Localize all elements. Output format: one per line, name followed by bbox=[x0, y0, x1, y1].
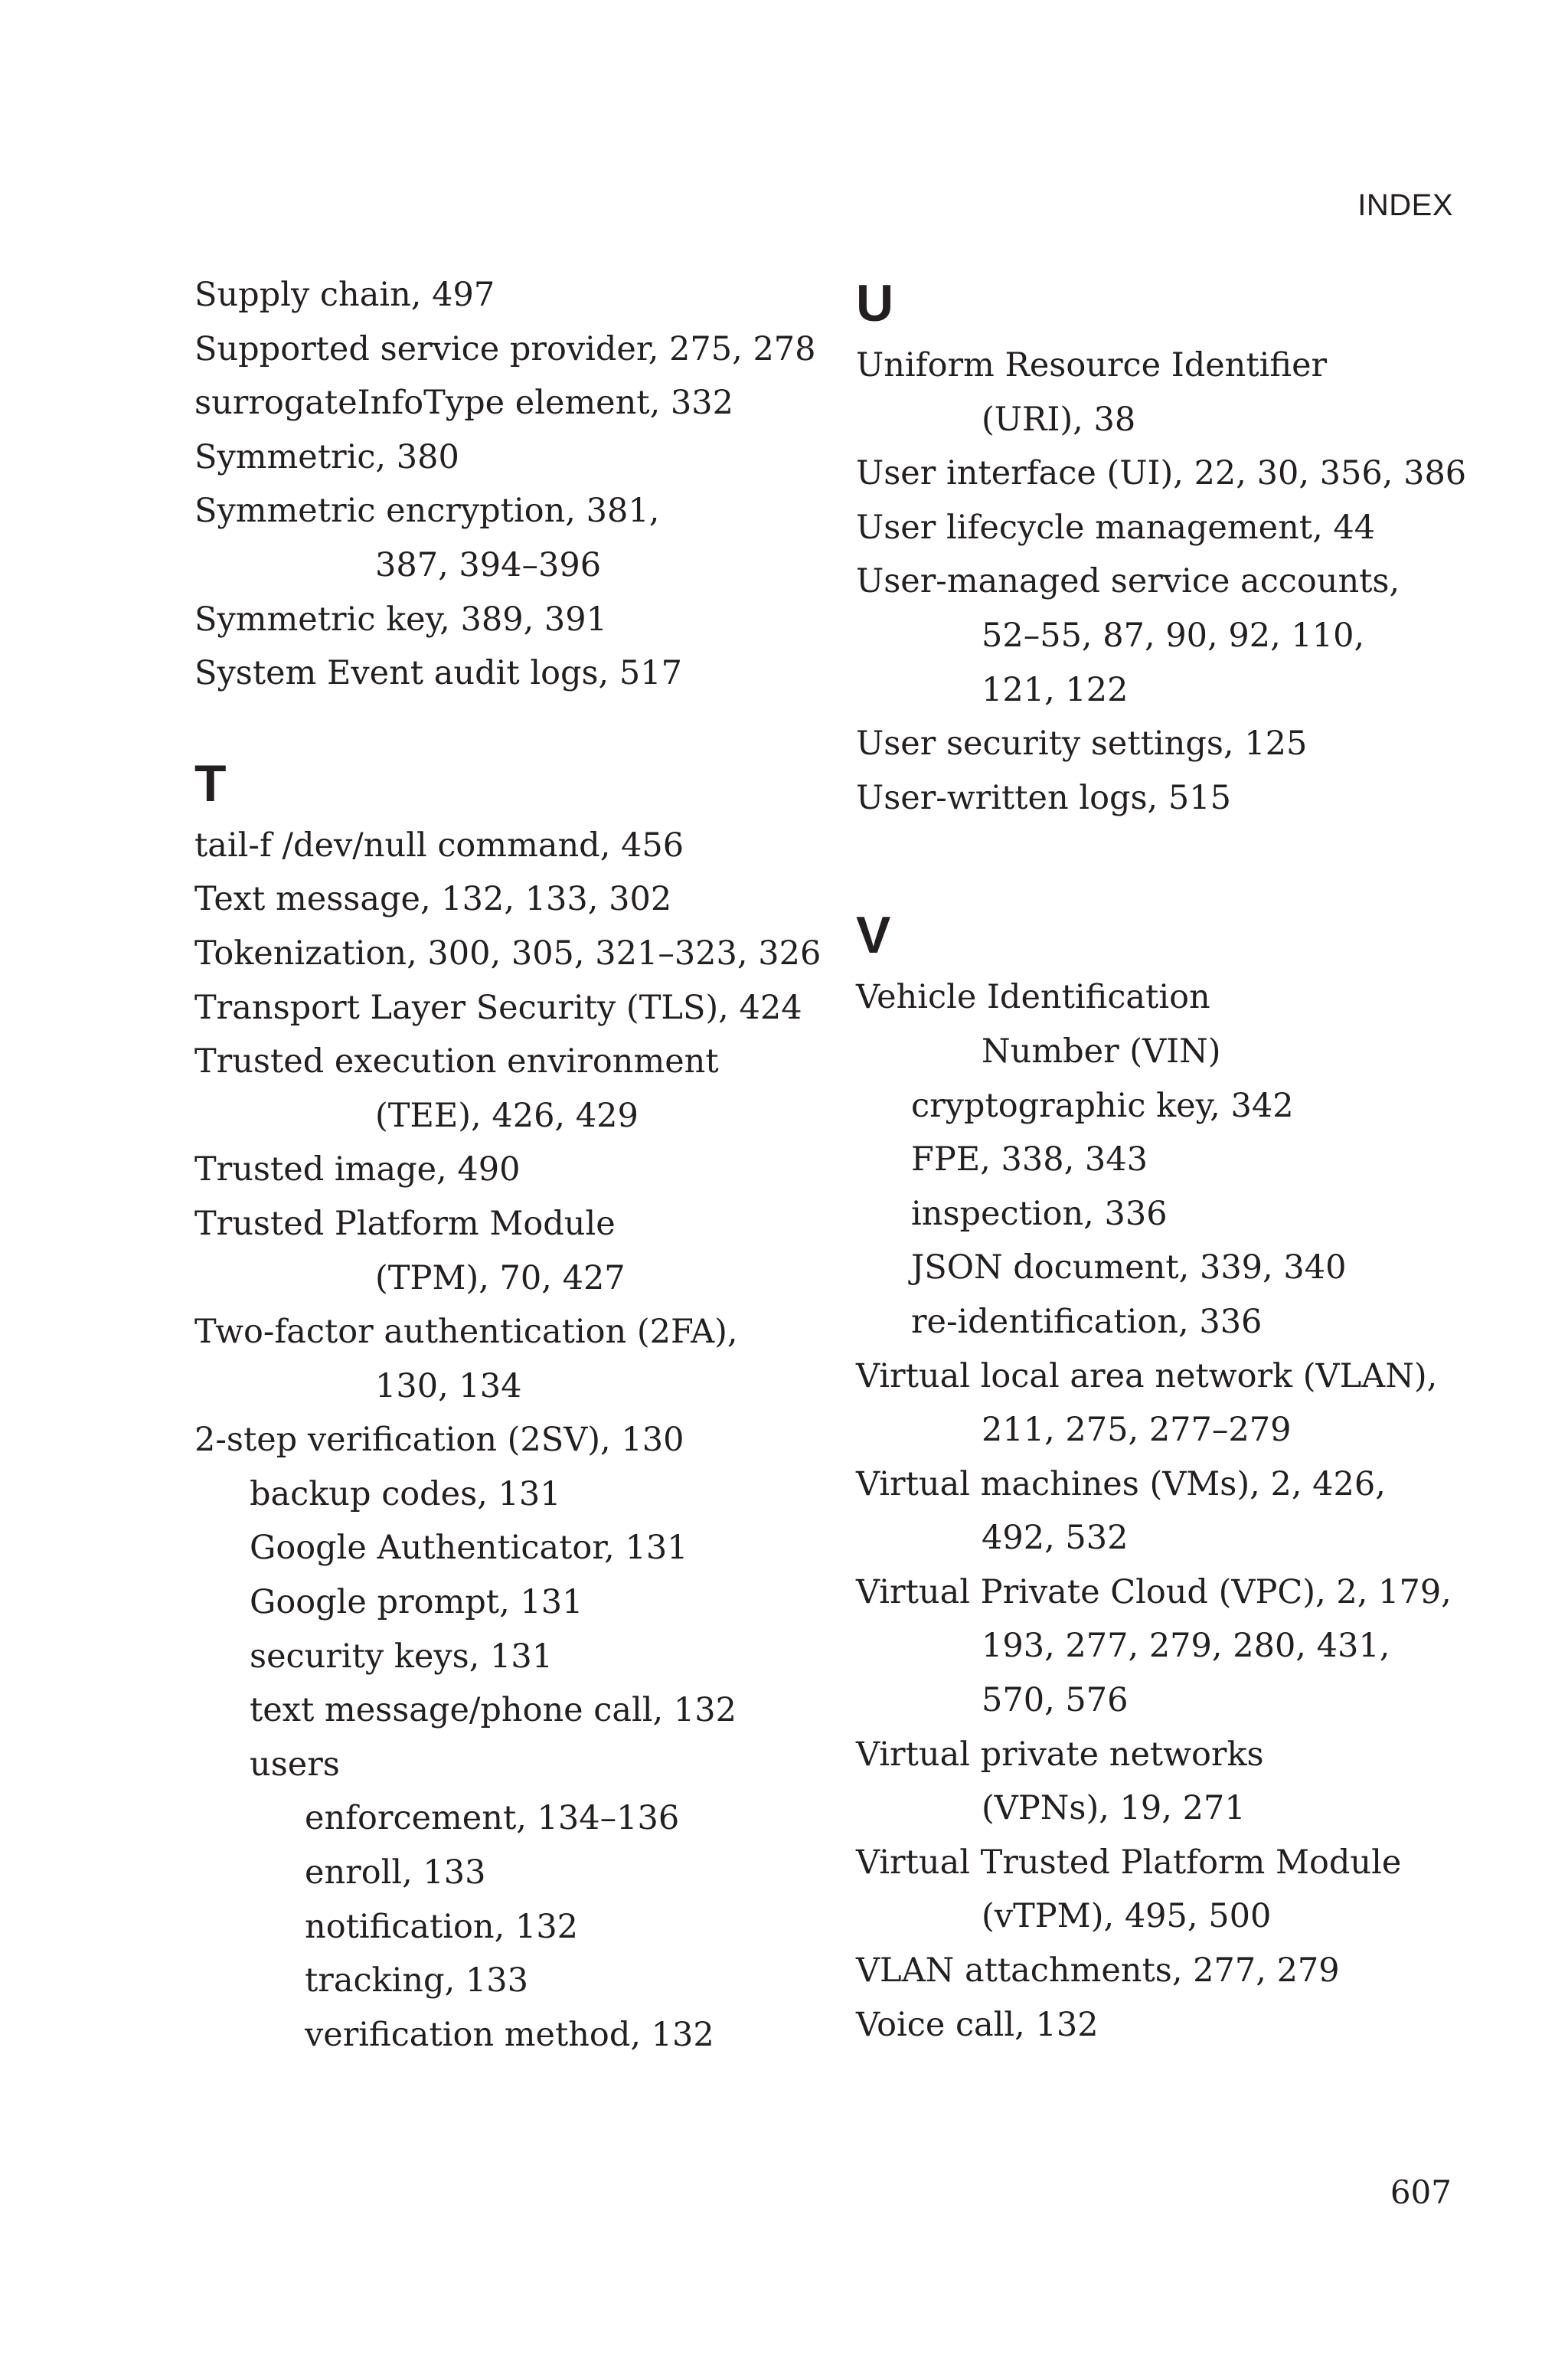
index-subentry: FPE, 338, 343 bbox=[911, 1140, 1148, 1179]
index-subsubentry: tracking, 133 bbox=[305, 1961, 528, 2000]
index-subentry: inspection, 336 bbox=[911, 1194, 1168, 1233]
index-entry: User lifecycle management, 44 bbox=[856, 508, 1376, 547]
page-number: 607 bbox=[1390, 2174, 1452, 2211]
index-entry: Virtual private networks bbox=[856, 1735, 1264, 1774]
index-entry-continuation: 570, 576 bbox=[982, 1681, 1129, 1720]
index-subentry: security keys, 131 bbox=[250, 1637, 554, 1676]
index-entry: Trusted image, 490 bbox=[194, 1150, 521, 1189]
index-entry-continuation: 193, 277, 279, 280, 431, bbox=[982, 1627, 1390, 1666]
index-subentry: users bbox=[250, 1745, 340, 1784]
index-entry: System Event audit logs, 517 bbox=[194, 654, 682, 693]
index-entry-continuation: 387, 394–396 bbox=[375, 545, 602, 584]
index-entry: 2-step verification (2SV), 130 bbox=[194, 1421, 684, 1460]
index-entry: User interface (UI), 22, 30, 356, 386 bbox=[856, 454, 1467, 493]
index-entry: Trusted Platform Module bbox=[194, 1204, 616, 1243]
index-entry-continuation: Number (VIN) bbox=[982, 1032, 1221, 1071]
index-entry: Text message, 132, 133, 302 bbox=[194, 880, 672, 919]
index-subentry: backup codes, 131 bbox=[250, 1474, 561, 1513]
index-entry: Symmetric, 380 bbox=[194, 437, 459, 476]
index-entry: Vehicle Identification bbox=[856, 978, 1210, 1017]
index-entry-continuation: 492, 532 bbox=[982, 1519, 1129, 1558]
u-entries bbox=[856, 339, 1468, 825]
index-subentry: text message/phone call, 132 bbox=[250, 1691, 737, 1730]
index-entry: Virtual local area network (VLAN), bbox=[856, 1356, 1438, 1395]
index-entry: tail-f /dev/null command, 456 bbox=[194, 826, 684, 865]
index-subsubentry: enroll, 133 bbox=[305, 1853, 486, 1892]
section-letter-u: U bbox=[856, 274, 894, 332]
index-subentry: re-identification, 336 bbox=[911, 1302, 1263, 1341]
index-entry-continuation: 121, 122 bbox=[982, 670, 1129, 709]
index-entry: Transport Layer Security (TLS), 424 bbox=[194, 988, 802, 1027]
index-column-left bbox=[194, 268, 830, 2062]
index-entry-continuation: 211, 275, 277–279 bbox=[982, 1411, 1292, 1450]
index-entry-continuation: (URI), 38 bbox=[982, 400, 1136, 439]
index-entry: Uniform Resource Identifier bbox=[856, 346, 1328, 384]
index-subsubentry: notification, 132 bbox=[305, 1907, 579, 1946]
index-entry: Voice call, 132 bbox=[856, 2005, 1099, 2044]
index-entry-continuation: (vTPM), 495, 500 bbox=[982, 1897, 1272, 1936]
index-entry: Tokenization, 300, 305, 321–323, 326 bbox=[194, 934, 822, 973]
index-column-right bbox=[856, 268, 1468, 2052]
index-subsubentry: verification method, 132 bbox=[305, 2015, 714, 2054]
v-entries bbox=[856, 970, 1468, 2052]
index-entry-continuation: 130, 134 bbox=[375, 1366, 522, 1405]
index-entry-continuation: 52–55, 87, 90, 92, 110, bbox=[982, 616, 1365, 655]
index-entry: Symmetric key, 389, 391 bbox=[194, 600, 607, 639]
index-entry-continuation: (TPM), 70, 427 bbox=[375, 1258, 626, 1297]
index-entry: Virtual machines (VMs), 2, 426, bbox=[856, 1464, 1386, 1503]
index-entry: User-written logs, 515 bbox=[856, 778, 1231, 817]
index-entry: Virtual Trusted Platform Module bbox=[856, 1843, 1402, 1882]
section-letter-t: T bbox=[194, 754, 227, 813]
index-entry: User security settings, 125 bbox=[856, 725, 1308, 764]
index-entry: Supported service provider, 275, 278 bbox=[194, 329, 816, 368]
index-entry: Trusted execution environment bbox=[194, 1042, 719, 1081]
index-entry: Supply chain, 497 bbox=[194, 276, 495, 314]
index-subentry: Google Authenticator, 131 bbox=[250, 1529, 688, 1568]
index-subentry: Google prompt, 131 bbox=[250, 1583, 583, 1622]
index-entry-continuation: (TEE), 426, 429 bbox=[375, 1096, 639, 1135]
index-entry: Symmetric encryption, 381, bbox=[194, 492, 660, 531]
section-letter-v: V bbox=[856, 906, 891, 965]
index-entry: Two-factor authentication (2FA), bbox=[194, 1313, 738, 1352]
index-entry: VLAN attachments, 277, 279 bbox=[856, 1951, 1340, 1990]
index-entry: surrogateInfoType element, 332 bbox=[194, 384, 733, 423]
index-entry: User-managed service accounts, bbox=[856, 562, 1400, 601]
index-subsubentry: enforcement, 134–136 bbox=[305, 1799, 680, 1838]
s-entries bbox=[194, 268, 830, 701]
running-head: INDEX bbox=[1357, 188, 1453, 222]
t-entries bbox=[194, 819, 830, 2062]
index-entry-continuation: (VPNs), 19, 271 bbox=[982, 1789, 1246, 1828]
index-subentry: JSON document, 339, 340 bbox=[911, 1248, 1347, 1287]
index-subentry: cryptographic key, 342 bbox=[911, 1086, 1294, 1125]
index-entry: Virtual Private Cloud (VPC), 2, 179, bbox=[856, 1572, 1452, 1611]
